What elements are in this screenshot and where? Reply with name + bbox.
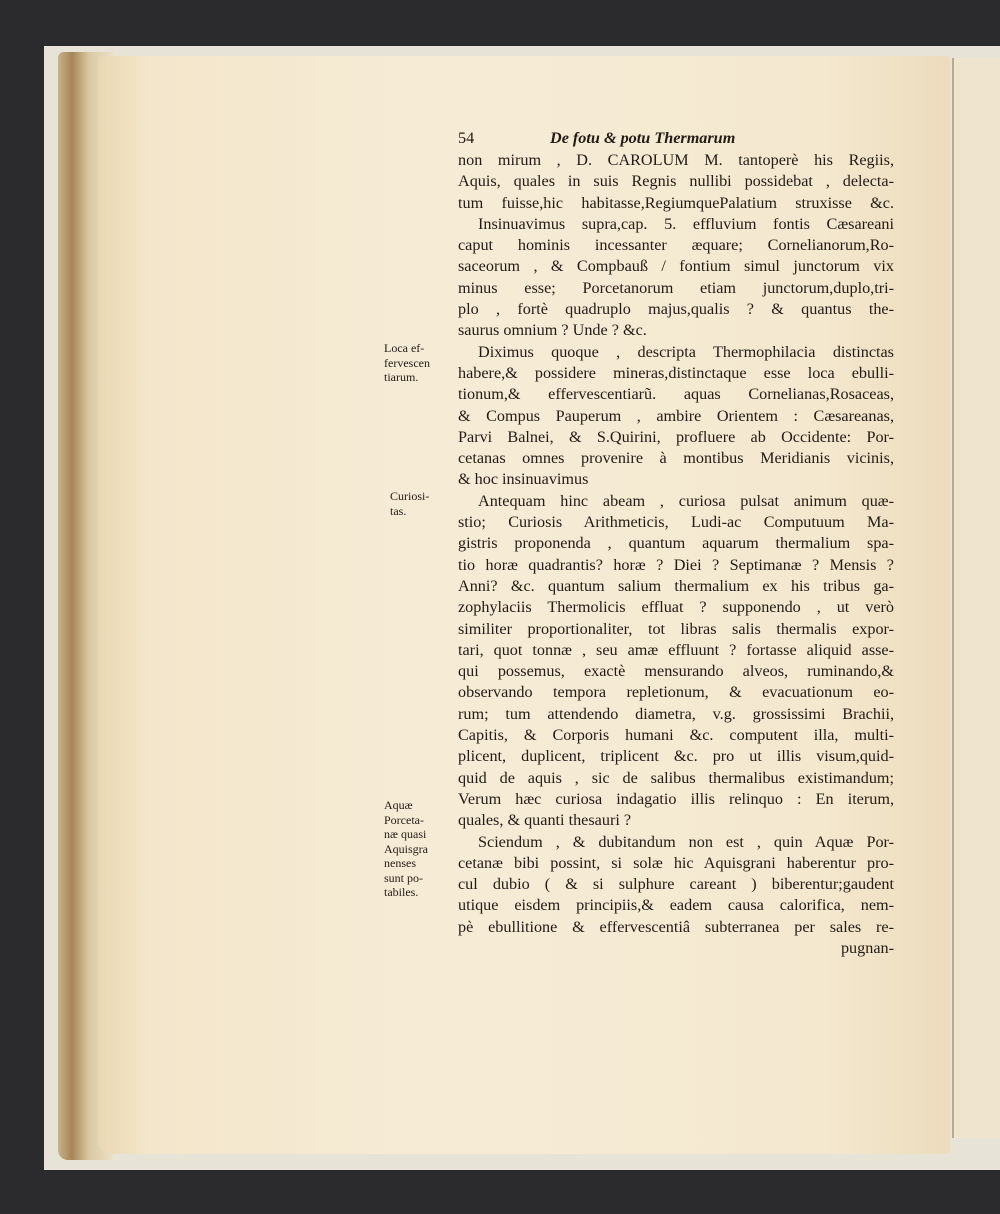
text-line: utique eisdem principiis,& eadem causa calorifica, nem- — [458, 896, 894, 915]
text-line: gistris proponenda , quantum aquarum thermalium spa- — [458, 534, 894, 553]
text-line: qui possemus, exactè mensurando alveos, ruminando,& — [458, 662, 894, 681]
facing-page-edge — [952, 58, 1000, 1138]
text-line: Capitis, & Corporis humani &c. computent illa, multi- — [458, 726, 894, 745]
text-line: saceorum , & Compbauß / fontium simul junctorum vix — [458, 257, 894, 276]
margin-note-line: Aquæ — [384, 798, 413, 812]
text-line: similiter proportionaliter, tot libras salis thermalis expor- — [458, 619, 894, 638]
text-line: tionum,& effervescentiarũ. aquas Cornelianas,Rosaceas, — [458, 385, 894, 404]
margin-note-line: Loca ef- — [384, 341, 425, 355]
text-line: & Compus Pauperum , ambire Orientem : Cæsareanas, — [458, 406, 894, 425]
text-line: rum; tum attendendo diametra, v.g. grossissimi Brachii, — [458, 704, 894, 723]
text-line: pè ebullitione & effervescentiâ subterranea per sales re- — [458, 917, 894, 936]
text-line: cetanas omnes provenire à montibus Meridianis vicinis, — [458, 449, 894, 468]
text-line: Aquis, quales in suis Regnis nullibi possidebat , delecta- — [458, 172, 894, 191]
text-line: plicent, duplicent, triplicent &c. pro ut illis visum,quid- — [458, 747, 894, 766]
text-line: saurus omnium ? Unde ? &c. — [458, 321, 647, 340]
margin-note-line: Curiosi- — [390, 489, 430, 503]
margin-note-line: Porceta- — [384, 812, 424, 827]
text-line: Verum hæc curiosa indagatio illis relinquo : En iterum, — [458, 789, 894, 808]
text-line: observando tempora repletionum, & evacuationum eo- — [458, 683, 894, 702]
text-line: habere,& possidere mineras,distinctaque esse loca ebulli- — [458, 363, 894, 382]
text-line: non mirum , D. CAROLUM M. tantoperè his Regiis, — [458, 151, 894, 169]
text-line: Sciendum , & dubitandum non est , quin Aquæ Por- — [478, 832, 894, 851]
text-line: minus esse; Porcetanorum etiam junctorum,duplo,tri- — [458, 278, 894, 297]
text-line: cetanæ bibi possint, si solæ hic Aquisgrani haberentur pro- — [458, 853, 894, 872]
catchword: pugnan- — [840, 938, 894, 957]
text-line: tari, quot tonnæ , seu amæ effluunt ? fortasse aliquid asse- — [458, 640, 894, 659]
text-line: Diximus quoque , descripta Thermophilacia distinctas — [478, 342, 894, 361]
margin-note-curiositas — [390, 489, 429, 518]
text-line: Anni? &c. quantum salium thermalium ex his tribus ga- — [458, 576, 894, 595]
margin-note-line: næ quasi — [384, 827, 427, 841]
text-line: & hoc insinuavimus — [458, 470, 589, 489]
text-line: quid de aquis , sic de salibus thermalibus existimandum; — [458, 768, 894, 787]
text-line: caput hominis incessanter æquare; Cornelianorum,Ro- — [458, 236, 894, 255]
margin-note-loca — [384, 341, 430, 385]
text-line: zophylaciis Thermolicis effluat ? supponendo , ut verò — [458, 598, 894, 617]
margin-note-line: tabiles. — [384, 885, 419, 899]
margin-note-aquae — [384, 798, 428, 900]
margin-note-line: sunt po- — [384, 870, 423, 885]
text-line: tum fuisse,hic habitasse,RegiumquePalatium struxisse &c. — [458, 193, 894, 212]
text-line: quales, & quanti thesauri ? — [458, 811, 632, 830]
text-line: cul dubio ( & si sulphure careant ) biberentur;gaudent — [458, 875, 894, 894]
text-line: stio; Curiosis Arithmeticis, Ludi-ac Computuum Ma- — [458, 513, 894, 532]
margin-note-line: Aquisgra — [384, 841, 428, 856]
text-line: Antequam hinc abeam , curiosa pulsat animum quæ- — [478, 491, 894, 510]
running-title: De fotu & potu Thermarum — [550, 129, 736, 147]
text-line: Insinuavimus supra,cap. 5. effluvium fontis Cæsareani — [478, 214, 894, 233]
text-line: plo , fortè quadruplo majus,qualis ? & quantus the- — [458, 300, 894, 319]
text-line: Parvi Balnei, & S.Quirini, profluere ab Occidente: Por- — [458, 427, 894, 446]
margin-note-line: tiarum. — [384, 370, 419, 384]
page-number: 54 — [458, 129, 475, 147]
text-line: tio horæ quadrantis? horæ ? Diei ? Septimanæ ? Mensis ? — [458, 555, 894, 574]
margin-note-line: nenses — [384, 856, 416, 870]
margin-note-line: tas. — [390, 503, 407, 518]
running-head — [458, 128, 894, 150]
margin-note-line: fervescen — [384, 355, 430, 370]
main-text-column — [458, 128, 894, 959]
